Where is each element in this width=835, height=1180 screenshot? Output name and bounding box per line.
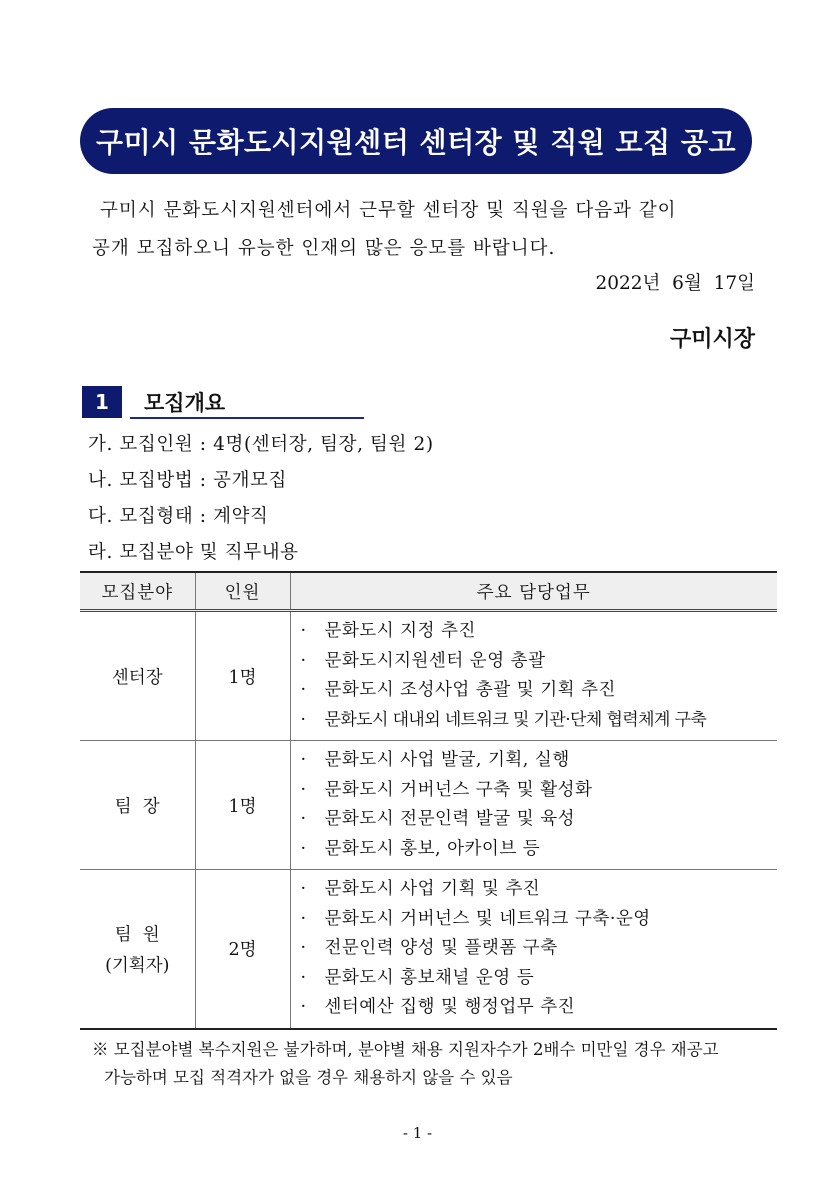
count-cell: 1명 xyxy=(195,741,290,870)
duty-item: · 문화도시 지정 추진 xyxy=(301,617,778,647)
bullet-icon: · xyxy=(300,709,306,730)
overview-list xyxy=(88,427,434,571)
list-item: 나. 모집방법 : 공개모집 xyxy=(88,470,287,491)
issuer: 구미시장 xyxy=(669,327,755,352)
count-cell: 2명 xyxy=(195,870,290,1029)
section-title: 모집개요 xyxy=(144,391,226,415)
count-cell: 1명 xyxy=(195,611,290,741)
bullet-icon: · xyxy=(300,680,307,700)
table-row xyxy=(80,870,777,1029)
bullet-icon: · xyxy=(300,997,307,1017)
list-item: 다. 모집형태 : 계약직 xyxy=(88,506,269,527)
intro-line-2: 공개 모집하오니 유능한 인재의 많은 응모를 바랍니다. xyxy=(92,238,556,259)
duty-item: · 문화도시 홍보, 아카이브 등 xyxy=(301,835,778,865)
intro-line-1: 구미시 문화도시지원센터에서 근무할 센터장 및 직원을 다음과 같이 xyxy=(100,200,677,221)
field-name: 팀 장 xyxy=(114,796,160,817)
header-field: 모집분야 xyxy=(80,572,195,611)
recruitment-table xyxy=(80,571,777,1030)
section-number: 1 xyxy=(82,386,122,418)
bullet-icon: · xyxy=(300,938,307,958)
field-cell xyxy=(80,611,195,741)
duty-item: · 전문인력 양성 및 플랫폼 구축 xyxy=(301,934,778,964)
table-header-row xyxy=(80,572,777,611)
duty-item: · 문화도시 거버넌스 및 네트워크 구축·운영 xyxy=(301,905,778,935)
duty-item: · 문화도시 거버넌스 구축 및 활성화 xyxy=(301,776,778,806)
duties-cell xyxy=(290,741,777,870)
field-name: 팀 원 xyxy=(114,924,160,945)
duty-item: · 문화도시 조성사업 총괄 및 기획 추진 xyxy=(301,676,778,706)
bullet-icon: · xyxy=(300,908,307,929)
list-item: 라. 모집분야 및 직무내용 xyxy=(88,542,299,563)
footnote-line-2: 가능하며 모집 적격자가 없을 경우 채용하지 않을 수 있음 xyxy=(104,1068,513,1087)
page-number: - 1 - xyxy=(402,1124,433,1142)
duties-cell xyxy=(290,870,777,1029)
footnote xyxy=(92,1036,772,1092)
header-duties: 주요 담당업무 xyxy=(290,572,777,611)
bullet-icon: · xyxy=(300,779,307,800)
bullet-icon: · xyxy=(300,879,307,899)
bullet-icon: · xyxy=(300,809,307,829)
field-name: 센터장 xyxy=(111,667,163,688)
duties-cell xyxy=(290,611,777,741)
footnote-line-1: ※ 모집분야별 복수지원은 불가하며, 분야별 채용 지원자수가 2배수 미만일 경우 재공고 xyxy=(92,1040,719,1059)
duty-item: · 문화도시지원센터 운영 총괄 xyxy=(301,647,778,677)
bullet-icon: · xyxy=(300,750,307,770)
section-underline xyxy=(130,417,364,419)
notice-date: 2022년 6월 17일 xyxy=(595,273,755,294)
field-subtitle: (기획자) xyxy=(105,955,170,976)
header-count: 인원 xyxy=(195,572,290,611)
table-row xyxy=(80,611,777,741)
bullet-icon: · xyxy=(300,967,307,988)
duty-item: · 문화도시 사업 기획 및 추진 xyxy=(301,875,778,905)
duty-item: · 문화도시 전문인력 발굴 및 육성 xyxy=(301,805,778,835)
duty-item: · 센터예산 집행 및 행정업무 추진 xyxy=(301,993,778,1023)
field-cell xyxy=(80,870,195,1029)
duty-item: · 문화도시 홍보채널 운영 등 xyxy=(301,964,778,994)
duty-item: · 문화도시 대내외 네트워크 및 기관·단체 협력체계 구축 xyxy=(301,706,778,736)
list-item: 가. 모집인원 : 4명(센터장, 팀장, 팀원 2) xyxy=(88,434,434,455)
table-row xyxy=(80,741,777,870)
bullet-icon: · xyxy=(300,621,307,641)
bullet-icon: · xyxy=(300,650,307,671)
duty-item: · 문화도시 사업 발굴, 기획, 실행 xyxy=(301,746,778,776)
intro-paragraph xyxy=(92,192,757,268)
field-cell xyxy=(80,741,195,870)
bullet-icon: · xyxy=(300,838,307,859)
notice-title: 구미시 문화도시지원센터 센터장 및 직원 모집 공고 xyxy=(96,126,736,159)
notice-title-banner xyxy=(80,108,752,174)
